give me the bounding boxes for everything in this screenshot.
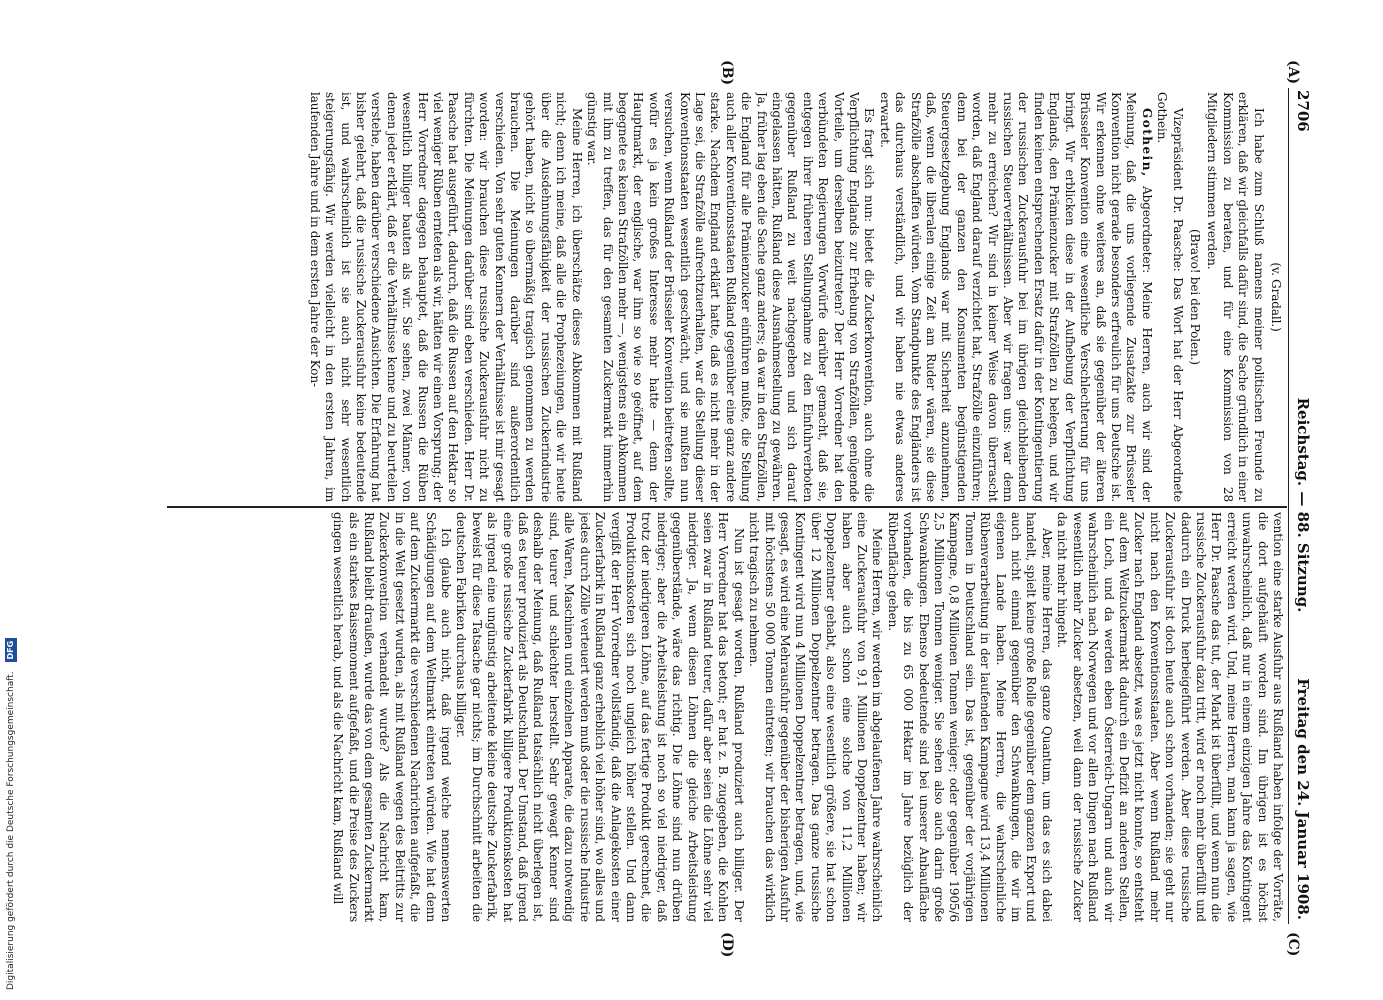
margin-marker-c: (C) (1285, 932, 1301, 957)
paragraph-text: Abgeordneter: Meine Herren, auch wir sind der Meinung, daß die uns vorliegende Zusatzakte zur Brüsseler Konvention nicht gerade besonders erfreulich für uns Deutsche ist. Wir erkennen ohne weiteres an, daß sie gegenüber der älteren Brüsseler Konvention eine wesentliche Verschlechterung für uns bringt. Wir erblicken diese in der Aufhebung der Verpflichtung Englands, den Prämienzucker mit Strafzöllen zu belegen, und wir finden keinen entsprechenden Ersatz dafür in der Kontingentierung der russischen Zuckerausfuhr bei im übrigen gleichbleibenden russischen Steuerverhältnissen. Aber wir fragen uns: war denn mehr zu erreichen? Wir sind in keiner Weise davon überrascht worden, daß England darauf verzichtet hat, Strafzölle einzuführen; denn bei der ganzen den Konsumenten begünstigenden Steuergesetzgebung Englands war mit Sicherheit anzunehmen, daß, wenn die liberalen einige Zeit am Ruder wären, sie diese Strafzölle abschaffen würden. Vom Standpunkte des Engländers ist das durchaus verständlich, und wir haben nie etwas anderes erwartet. (877, 92, 1154, 502)
page-header (1291, 90, 1315, 920)
digitization-footer (4, 600, 18, 990)
speaker-name: (v. Gradall.) (1269, 262, 1283, 332)
paragraph: Aber, meine Herren, das ganze Quantum, um das es sich dabei handelt, spielt keine große Rolle gegenüber dem ganzen Export und auch nicht einmal gegenüber den Schwankungen, die wir im eigenen Lande haben. Meine Herren, die wahrscheinliche Rübenverarbeitung in der laufenden Kampagne wird 13,4 Millionen Tonnen in Deutschland sein. Das ist, gegenüber der vorjährigen Kampagne, 0,8 Millionen Tonnen weniger; oder gegenüber 1905/6 2,5 Millionen Tonnen weniger. Sie sehen also auch darin große Schwankungen. Ebenso bedeutende sind bei unserer Anbaufläche vorhanden, die bis zu 65 000 Hektar im Jahre bezüglich der Rübenfläche gehen. (885, 512, 1054, 922)
paragraph: Meine Herren, wir werden im abgelaufenen Jahre wahrscheinlich eine Zuckerausfuhr von 9,1 Millionen Doppelzentner haben; wir haben aber auch schon eine solche von 11,2 Millionen Doppelzentner gehabt, also eine wesentlich größere, sie hat schon über 12 Millionen Doppelzentner betragen. Das ganze russische Kontingent wird nun 4 Millionen Doppelzentner betragen, und, wie gesagt, es wird eine Mehrausfuhr gegenüber der bisherigen Ausfuhr mit höchstens 50 000 Tonnen eintreten; wir brauchen das wirklich nicht tragisch zu nehmen. (747, 512, 885, 922)
margin-marker-a: (A) (1285, 60, 1301, 85)
paragraph: Vizepräsident Dr. Paasche: Das Wort hat der Herr Abgeordnete Gothein. (1155, 92, 1185, 502)
page-number: 2706 (1294, 90, 1312, 132)
speaker-name: Gothein, (1139, 108, 1154, 178)
page-title: Reichstag. — 88. Sitzung. (1294, 397, 1312, 613)
left-text-column (135, 92, 1285, 502)
speech-paragraph (876, 92, 1153, 502)
paragraph: Es fragt sich nun: bietet die Zuckerkonvention, auch ohne die Verpflichtung Englands zur Erhebung von Strafzöllen, genügende Vorteile, um derselben beizutreten? Der Herr Vorredner hat den verbündeten Regierungen Vorwürfe darüber gemacht, daß sie, entgegen ihrer früheren Stellungnahme zu den Einfuhrverboten gegenüber Rußland zu weit nachgegeben und sich darauf eingelassen hätten, Rußland diese Ausnahmestellung zu gewähren. Ja, früher lag eben die Sache ganz anders; da war in den Strafzöllen, die England für alle Prämienzucker einführen mußte, die Stellung auch aller Konventionsstaaten Rußland gegenüber eine ganz andere starke. Nachdem England erklärt hatte, daß es nicht mehr in der Lage sei, die Strafzölle aufrechtzuerhalten, war die Stellung dieser Konventionsstaaten wesentlich geschwächt, und sie mußten nun versuchen, wenn Rußland der Brüsseler Konvention beitreten sollte, wofür es ja kein großes Interesse mehr hatte — denn der Hauptmarkt, der englische, war ihm so wie so geöffnet, auf dem begegnete es keinen Strafzöllen mehr —, wenigstens ein Abkommen mit ihm zu treffen, das für den gesamten Zuckermarkt immerhin günstig war. (585, 92, 877, 502)
paragraph: Meine Herren, ich überschätze dieses Abkommen mit Rußland nicht; denn ich meine, daß alle die Prophezeiungen, die wir heute über die Ausdehnungsfähigkeit der russischen Zuckerindustrie gehört haben, nicht so übermäßig tragisch genommen zu werden brauchen. Die Meinungen darüber sind außerordentlich verschieden. Von sehr guten Kennern der Verhältnisse ist mir gesagt worden: wir brauchen diese russische Zuckerausfuhr nicht zu fürchten. Die Meinungen darüber sind eben verschieden. Herr Dr. Paasche hat ausgeführt, dadurch, daß die Russen auf den Hektar so viel weniger Rüben ernteten als wir, hätten wir einen Vorsprung; der Herr Vorredner dagegen behauptet, daß die Russen die Rüben wesentlich billiger bauten als wir. Sie sehen, zwei Männer, von denen jeder erklärt, daß er die Verhältnisse kenne und zu beurteilen verstehe, haben darüber verschiedene Ansichten. Die Erfahrung hat bisher gelehrt, daß die russische Zuckerausfuhr keine bedeutende ist, und wahrscheinlich ist sie auch nicht sehr wesentlich steigerungsfähig. Wir werden vielleicht in den ersten Jahren, im laufenden Jahre und in dem ersten Jahre der Kon- (307, 92, 584, 502)
funding-note: Digitalisierung gefördert durch die Deutsche Forschungsgemeinschaft. (6, 671, 16, 990)
dfg-logo: DFG (5, 638, 17, 663)
paragraph: vention eine starke Ausfuhr aus Rußland haben infolge der Vorräte, die dort aufgehäuft worden sind. Im übrigen ist es höchst unwahrscheinlich, daß nur in einem einzigen Jahre das Kontingent erreicht werden wird. Und, meine Herren, man kann ja sagen, wie Herr Dr. Paasche das tut, der Markt ist überfüllt, und wenn nun die russische Zuckerausfuhr dazu tritt, wird er noch mehr überfüllt und dadurch ein Druck herbeigeführt werden. Aber diese russische Zuckerausfuhr ist doch heute auch schon vorhanden; sie geht nur nicht nach den Konventionsstaaten. Aber wenn Rußland mehr Zucker nach England absetzt, was es jetzt nicht konnte, so entsteht auf dem Weltzuckermarkt dadurch ein Defizit an anderen Stellen, ein Loch, und da werden eben Österreich-Ungarn und auch wir wahrscheinlich nach Norwegen und vor allen Dingen nach Rußland wesentlich mehr Zucker absetzen, weil dann der russische Zucker da nicht mehr hingeht. (1055, 512, 1285, 922)
margin-marker-b: (B) (719, 60, 735, 86)
paragraph: Ich glaube auch nicht, daß irgend welche nennenswerten Schädigungen auf dem Weltmarkt eintreten würden. Wie hat denn auf dem Zuckermarkt die verschiedenen Nachrichten aufgefaßt, die in die Welt gesetzt wurden, als mit Rußland wegen des Beitritts zur Zuckerkonvention verhandelt wurde? Als die Nachricht kam, Rußland bleibt draußen, wurde das von dem gesamten Zuckermarkt als ein starkes Baissemoment aufgefaßt, und die Preise des Zuckers gingen wesentlich herab, und als die Nachricht kam, Rußland will (331, 512, 454, 922)
header-rule (1288, 88, 1289, 924)
column-divider (167, 506, 1287, 508)
session-date: Freitag den 24. Januar 1908. (1294, 678, 1312, 920)
paragraph: Ich habe zum Schluß namens meiner politischen Freunde zu erklären, daß wir gleichfalls dafür sind, die Sache gründlich in einer Kommission zu beraten, und für eine Kommission von 28 Mitgliedern stimmen werden. (1205, 92, 1266, 502)
speaker-continuation (1268, 92, 1283, 502)
applause-note: (Bravo! bei den Polen.) (1187, 229, 1202, 365)
margin-marker-d: (D) (719, 932, 735, 958)
paragraph: Nun ist gesagt worden, Rußland produziert auch billiger. Der Herr Vorredner hat das betont; er hat z. B. zugegeben, die Kohlen seien zwar in Rußland teurer, dafür aber seien die Löhne sehr viel niedriger. Ja, wenn diesen Löhnen die gleiche Arbeitsleistung gegenüberstände, wäre das richtig. Die Löhne sind nun drüben niedriger; aber die Arbeitsleistung ist noch so viel niedriger, daß trotz der niedrigeren Löhne, auf das fertige Produkt gerechnet, die Produktionskosten sich noch ungleich höher stellen. Und dann vergißt der Herr Vorredner vollständig, daß die Anlagekosten einer Zuckerfabrik in Rußland ganz erheblich viel höher sind, wo alles und jedes durch Zölle verteuert werden muß oder die russische Industrie alle Waren, Maschinen und einzelnen Apparate, die dazu notwendig sind, teurer und schlechter herstellt. Sehr gewagt Kenner sind deshalb der Meinung, daß Rußland tatsächlich nicht überlegen ist, daß es teurer produziert als Deutschland. Der Umstand, daß irgend eine große russische Zuckerfabrik billigere Produktionskosten hat als irgend eine ungünstig arbeitende kleine deutsche Zuckerfabrik, beweist für diese Tatsache gar nichts; im Durchschnitt arbeiten die deutschen Fabriken durchaus billiger. (454, 512, 746, 922)
right-text-column (135, 512, 1285, 922)
